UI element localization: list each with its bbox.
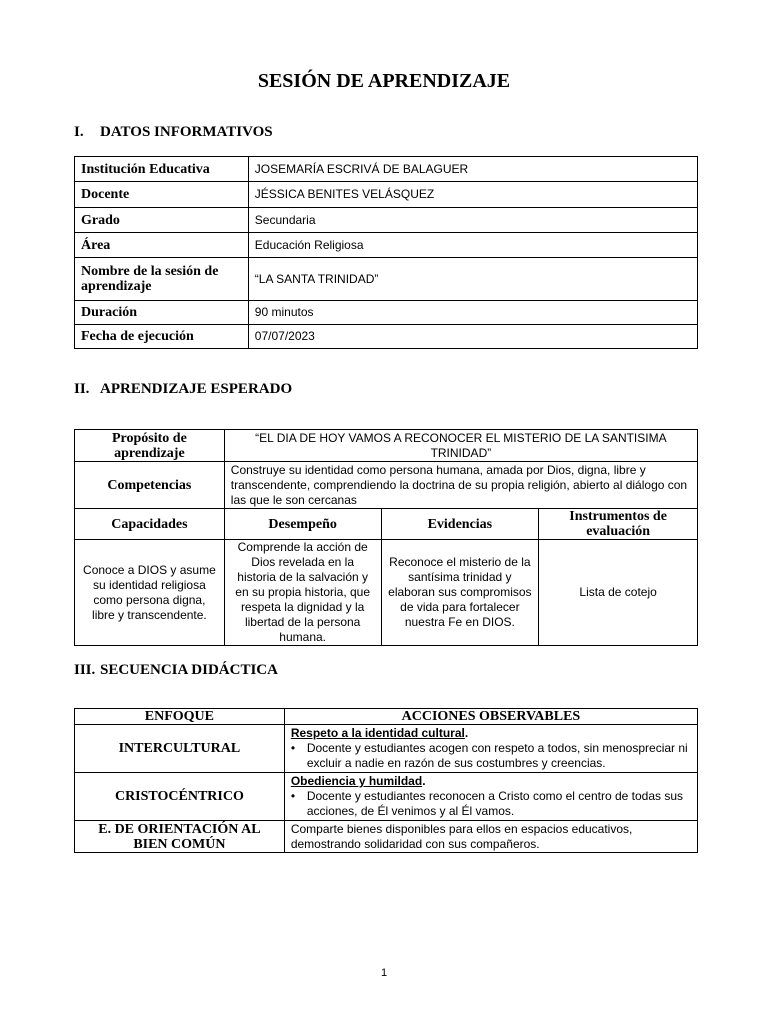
row-label: Área bbox=[75, 233, 249, 258]
capacidades-cell: Conoce a DIOS y asume su identidad religiosa como persona digna, libre y transcendente. bbox=[75, 540, 225, 646]
table-row bbox=[75, 258, 698, 301]
desempeno-cell: Comprende la acción de Dios revelada en la historia de la salvación y en su propia historia, que respeta la dignidad y la libertad de la persona humana. bbox=[224, 540, 381, 646]
column-header: ENFOQUE bbox=[75, 709, 285, 725]
document-title: SESIÓN DE APRENDIZAJE bbox=[257, 70, 511, 92]
row-label: Duración bbox=[75, 301, 249, 325]
aprendizaje-esperado-table bbox=[74, 429, 698, 646]
enfoque-cell: INTERCULTURAL bbox=[75, 725, 285, 773]
row-value: JOSEMARÍA ESCRIVÁ DE BALAGUER bbox=[248, 157, 697, 182]
acciones-cell: Respeto a la identidad cultural. • Docente y estudiantes acogen con respeto a todos, sin menospreciar ni excluir a nadie en razón de sus costumbres y creencias. bbox=[284, 725, 697, 773]
section-heading-datos bbox=[74, 124, 273, 141]
section-number: II. bbox=[74, 381, 90, 397]
enfoque-cell: E. DE ORIENTACIÓN AL BIEN COMÚN bbox=[75, 821, 285, 853]
bullet-icon: • bbox=[290, 741, 296, 755]
proposito-label: Propósito de aprendizaje bbox=[75, 430, 225, 462]
enfoque-cell: CRISTOCÉNTRICO bbox=[75, 773, 285, 821]
section-title: APRENDIZAJE ESPERADO bbox=[100, 381, 293, 397]
valor-title: Respeto a la identidad cultural bbox=[290, 726, 465, 740]
bullet-icon: • bbox=[290, 789, 296, 803]
table-row bbox=[75, 208, 698, 233]
accion-text: Docente y estudiantes acogen con respeto a todos, sin menospreciar ni excluir a nadie en razón de sus costumbres y creencias. bbox=[306, 741, 688, 770]
valor-title: Obediencia y humildad bbox=[290, 774, 423, 788]
table-row bbox=[75, 325, 698, 349]
row-label: Institución Educativa bbox=[75, 157, 249, 182]
section-title: DATOS INFORMATIVOS bbox=[100, 124, 273, 140]
table-row bbox=[75, 301, 698, 325]
table-header-row bbox=[75, 709, 698, 725]
section-heading-secuencia bbox=[74, 662, 278, 679]
column-header: Evidencias bbox=[381, 509, 539, 540]
table-row bbox=[75, 725, 698, 773]
instrumentos-cell: Lista de cotejo bbox=[539, 540, 698, 646]
table-row bbox=[75, 233, 698, 258]
acciones-cell: Comparte bienes disponibles para ellos en espacios educativos, demostrando solidaridad con sus compañeros. bbox=[284, 821, 697, 853]
row-value: Educación Religiosa bbox=[248, 233, 697, 258]
row-value: “LA SANTA TRINIDAD” bbox=[248, 258, 697, 301]
row-value: JÉSSICA BENITES VELÁSQUEZ bbox=[248, 182, 697, 208]
section-number: III. bbox=[74, 662, 96, 678]
table-row bbox=[75, 430, 698, 462]
secuencia-didactica-table bbox=[74, 708, 698, 853]
section-heading-aprendizaje bbox=[74, 381, 292, 398]
acciones-cell: Obediencia y humildad. • Docente y estudiantes reconocen a Cristo como el centro de todas sus acciones, de Él venimos y al Él vamos. bbox=[284, 773, 697, 821]
evidencias-cell: Reconoce el misterio de la santísima trinidad y elaboran sus compromisos de vida para fortalecer nuestra Fe en DIOS. bbox=[381, 540, 539, 646]
row-label: Nombre de la sesión de aprendizaje bbox=[75, 258, 249, 301]
competencias-value: Construye su identidad como persona humana, amada por Dios, digna, libre y transcendente, comprendiendo la doctrina de su propia religión, abierto al diálogo con las que le son cercanas bbox=[224, 462, 697, 509]
row-value: Secundaria bbox=[248, 208, 697, 233]
row-value: 90 minutos bbox=[248, 301, 697, 325]
datos-informativos-table bbox=[74, 156, 698, 349]
column-header: Desempeño bbox=[224, 509, 381, 540]
column-header: Instrumentos de evaluación bbox=[539, 509, 698, 540]
table-row bbox=[75, 462, 698, 509]
section-title: SECUENCIA DIDÁCTICA bbox=[100, 662, 278, 678]
accion-text: Docente y estudiantes reconocen a Cristo como el centro de todas sus acciones, de Él venimos y al Él vamos. bbox=[306, 789, 684, 818]
table-header-row bbox=[75, 509, 698, 540]
table-row bbox=[75, 157, 698, 182]
row-label: Fecha de ejecución bbox=[75, 325, 249, 349]
table-row bbox=[75, 182, 698, 208]
page-number: 1 bbox=[380, 967, 388, 979]
column-header: ACCIONES OBSERVABLES bbox=[284, 709, 697, 725]
table-row bbox=[75, 540, 698, 646]
column-header: Capacidades bbox=[75, 509, 225, 540]
row-label: Grado bbox=[75, 208, 249, 233]
row-value: 07/07/2023 bbox=[248, 325, 697, 349]
section-number: I. bbox=[74, 124, 84, 140]
table-row bbox=[75, 821, 698, 853]
row-label: Docente bbox=[75, 182, 249, 208]
competencias-label: Competencias bbox=[75, 462, 225, 509]
proposito-value: “EL DIA DE HOY VAMOS A RECONOCER EL MISTERIO DE LA SANTISIMA TRINIDAD” bbox=[224, 430, 697, 462]
table-row bbox=[75, 773, 698, 821]
